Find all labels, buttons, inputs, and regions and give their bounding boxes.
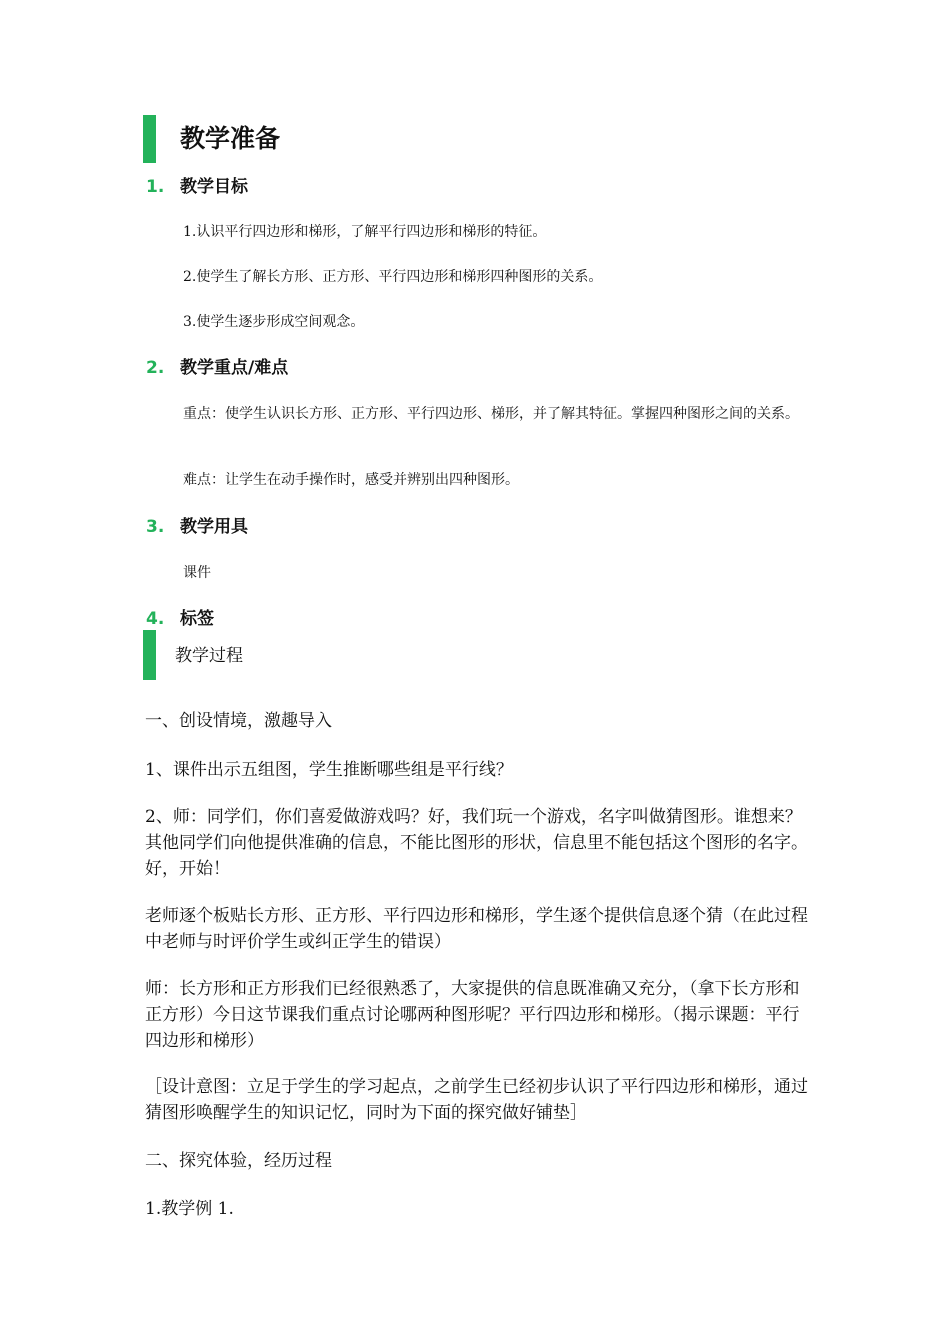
paragraph-step-1: 1、课件出示五组图，学生推断哪些组是平行线？ bbox=[145, 760, 513, 780]
goal-item-3: 3.使学生逐步形成空间观念。 bbox=[183, 314, 365, 330]
goal-item-1: 1.认识平行四边形和梯形，了解平行四边形和梯形的特征。 bbox=[183, 224, 547, 240]
section-number-2: 2. bbox=[146, 358, 165, 378]
section-title-teaching-tools: 教学用具 bbox=[180, 517, 248, 537]
section-number-1: 1. bbox=[146, 177, 165, 197]
section-title-key-difficult-points: 教学重点/难点 bbox=[180, 358, 289, 378]
paragraph-explore-heading: 二、探究体验，经历过程 bbox=[145, 1151, 332, 1171]
title-accent-bar bbox=[143, 115, 156, 163]
paragraph-design-intent: ［设计意图：立足于学生的学习起点，之前学生已经初步认识了平行四边形和梯形，通过猜图形唤醒学生的知识记忆，同时为下面的探究做好铺垫］ bbox=[145, 1077, 808, 1123]
tools-content: 课件 bbox=[183, 565, 211, 581]
section-number-4: 4. bbox=[146, 609, 165, 629]
page-title: 教学准备 bbox=[180, 124, 281, 153]
section-title-tags: 标签 bbox=[180, 609, 214, 629]
paragraph-teacher-speech: 师：长方形和正方形我们已经很熟悉了，大家提供的信息既准确又充分，（拿下长方形和正方形）今日这节课我们重点讨论哪两种图形呢？平行四边形和梯形。（揭示课题：平行四边形和梯形） bbox=[145, 979, 800, 1051]
process-heading: 教学过程 bbox=[175, 646, 243, 666]
process-accent-bar bbox=[143, 630, 156, 680]
key-point-text: 重点：使学生认识长方形、正方形、平行四边形、梯形，并了解其特征。掌握四种图形之间的关系。 bbox=[183, 406, 799, 422]
paragraph-example-1: 1.教学例 1. bbox=[145, 1199, 234, 1219]
paragraph-intro-heading: 一、创设情境，激趣导入 bbox=[145, 711, 332, 731]
section-title-teaching-goals: 教学目标 bbox=[180, 177, 248, 197]
section-number-3: 3. bbox=[146, 517, 165, 537]
paragraph-teacher-activity: 老师逐个板贴长方形、正方形、平行四边形和梯形，学生逐个提供信息逐个猜（在此过程中老师与时评价学生或纠正学生的错误） bbox=[145, 906, 808, 952]
paragraph-step-2: 2、师：同学们，你们喜爱做游戏吗？好，我们玩一个游戏，名字叫做猜图形。谁想来？其他同学们向他提供准确的信息，不能比图形的形状，信息里不能包括这个图形的名字。好，开始！ bbox=[145, 807, 808, 879]
goal-item-2: 2.使学生了解长方形、正方形、平行四边形和梯形四种图形的关系。 bbox=[183, 269, 603, 285]
difficulty-text: 难点：让学生在动手操作时，感受并辨别出四种图形。 bbox=[183, 472, 519, 488]
